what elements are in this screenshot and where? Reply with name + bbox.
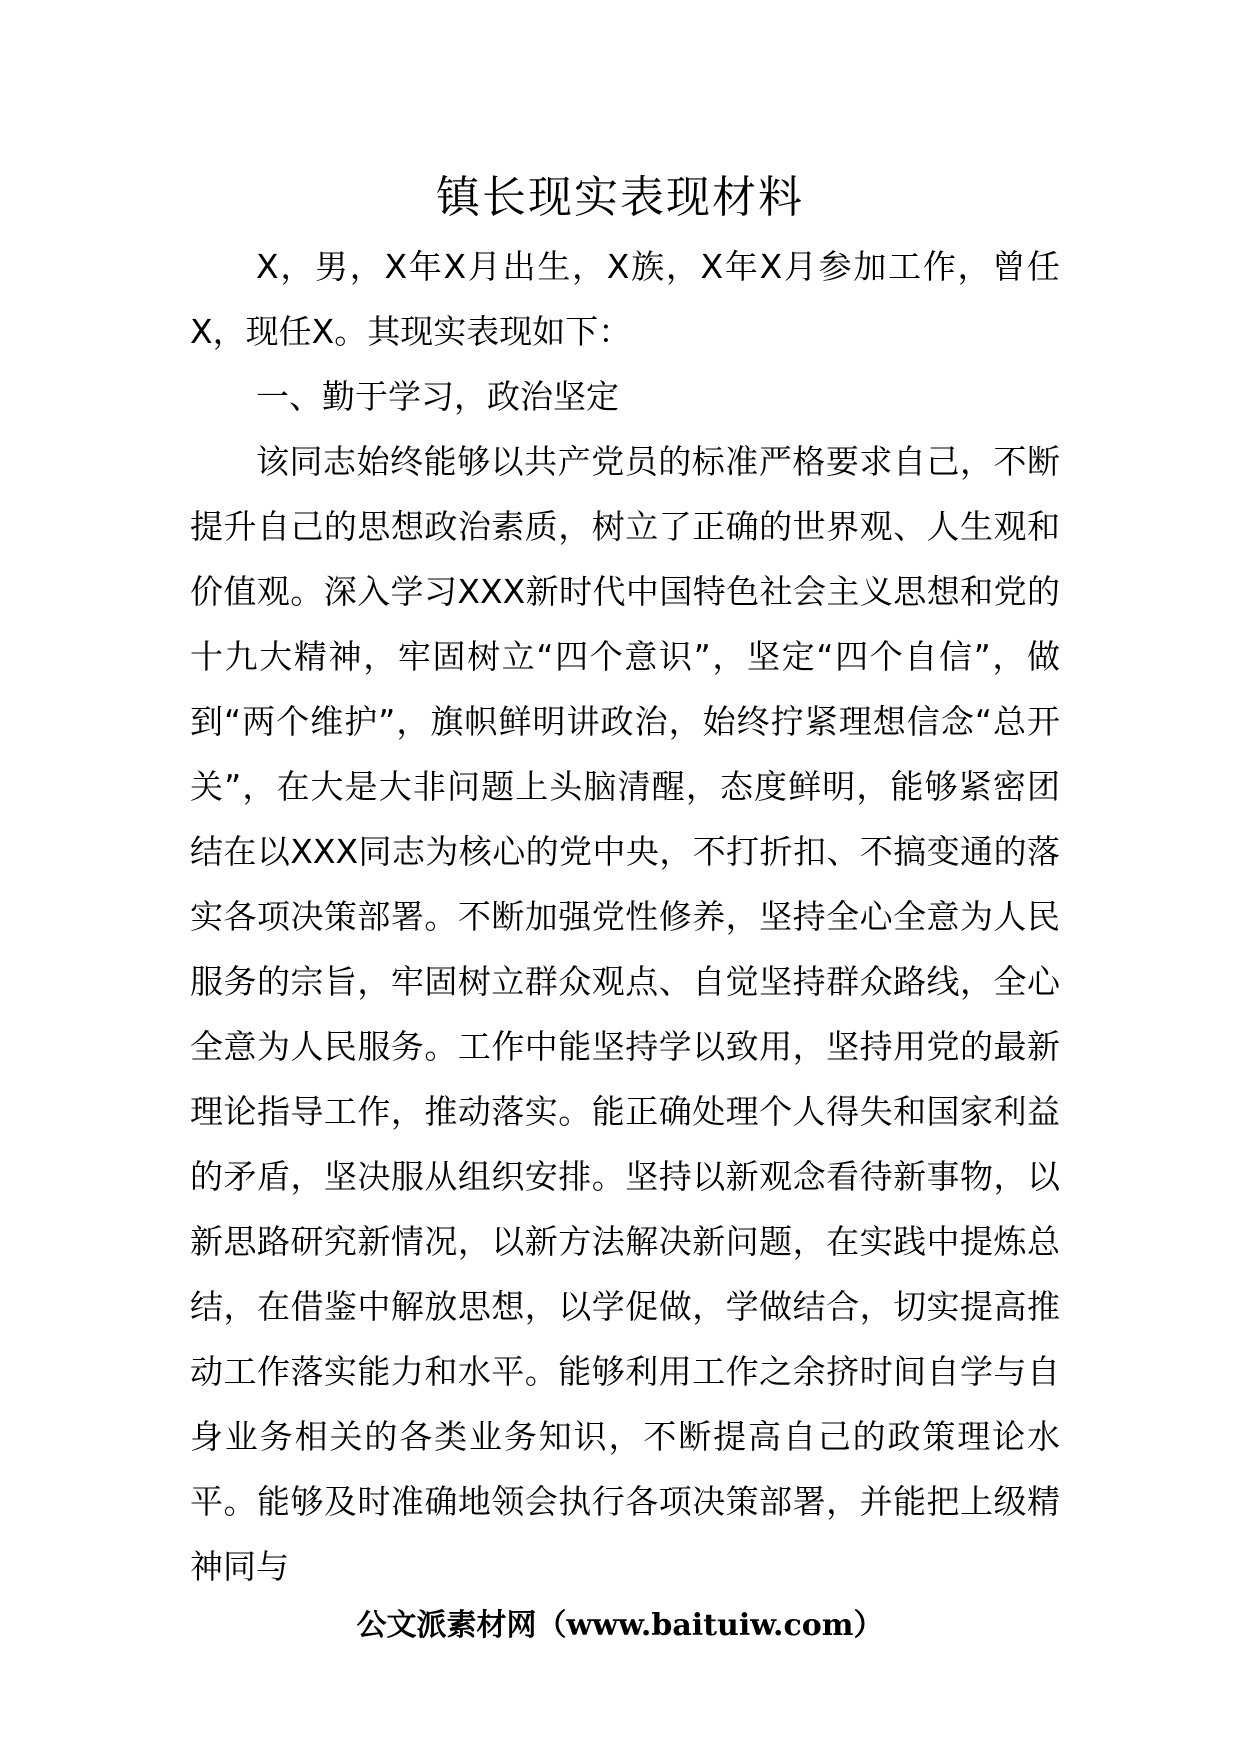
section-heading: 一、勤于学习，政治坚定 <box>256 377 619 416</box>
document-body <box>190 234 1060 1599</box>
document-title: 镇长现实表现材料 <box>436 172 804 223</box>
footer-watermark: 公文派素材网（www.baituiw.com） <box>356 1608 884 1643</box>
section-body-paragraph: 该同志始终能够以共产党员的标准严格要求自己，不断提升自己的思想政治素质，树立了正确的世界观、人生观和价值观。深入学习XXX新时代中国特色社会主义思想和党的十九大精神，牢固树立“四个意识”，坚定“四个自信”，做到“两个维护”，旗帜鲜明讲政治，始终拧紧理想信念“总开关”，在大是大非问题上头脑清醒，态度鲜明，能够紧密团结在以XXX同志为核心的党中央，不打折扣、不搞变通的落实各项决策部署。不断加强党性修养，坚持全心全意为人民服务的宗旨，牢固树立群众观点、自觉坚持群众路线，全心全意为人民服务。工作中能坚持学以致用，坚持用党的最新理论指导工作，推动落实。能正确处理个人得失和国家利益的矛盾，坚决服从组织安排。坚持以新观念看待新事物，以新思路研究新情况，以新方法解决新问题，在实践中提炼总结，在借鉴中解放思想，以学促做，学做结合，切实提高推动工作落实能力和水平。能够利用工作之余挤时间自学与自身业务相关的各类业务知识，不断提高自己的政策理论水平。能够及时准确地领会执行各项决策部署，并能把上级精神同与 <box>190 442 1060 1586</box>
intro-paragraph: X，男，X年X月出生，X族，X年X月参加工作，曾任X，现任X。其现实表现如下： <box>190 247 1060 351</box>
